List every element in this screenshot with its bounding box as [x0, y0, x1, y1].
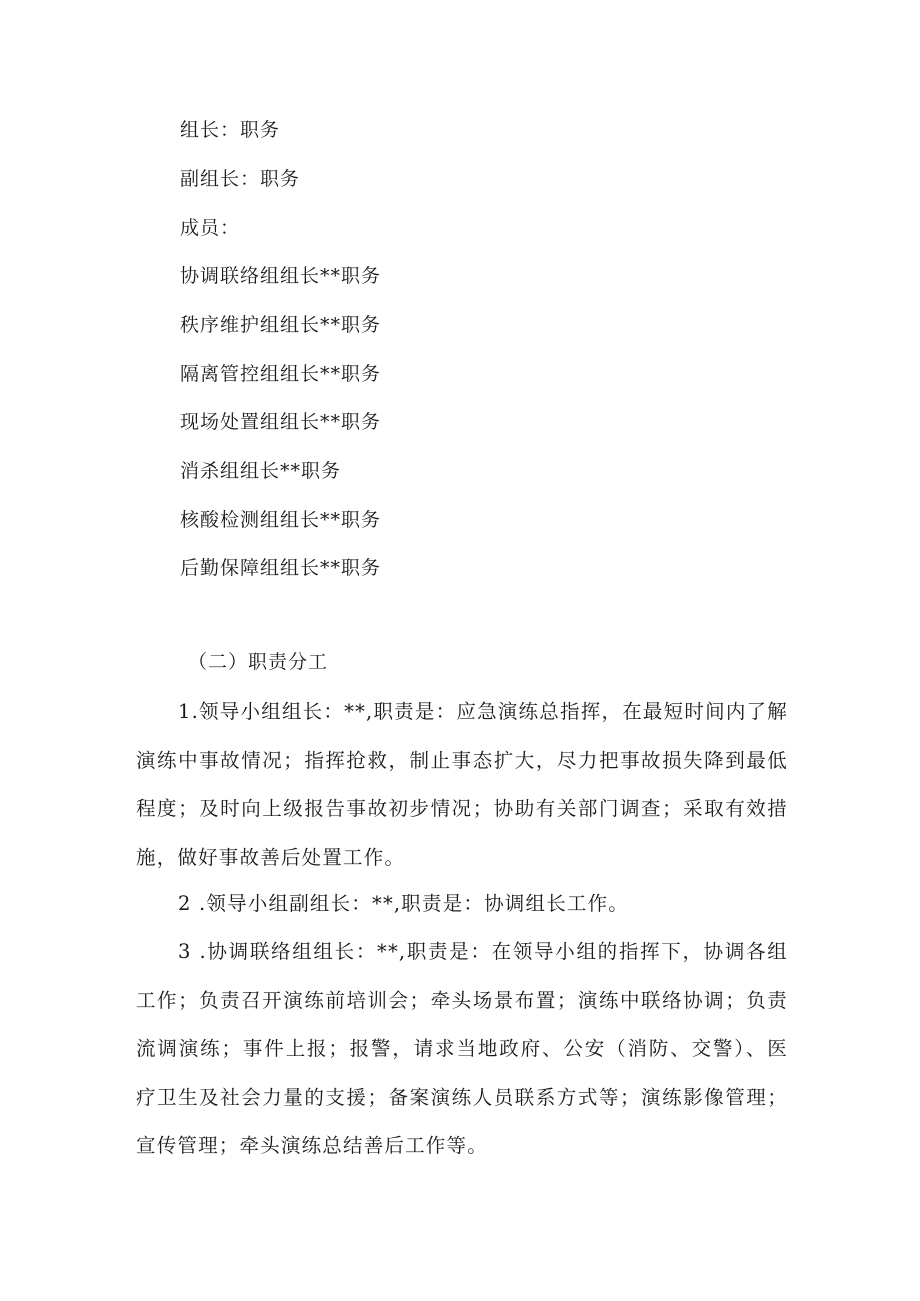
section-heading: （二）职责分工	[188, 651, 329, 673]
duty-paragraph: 3 .协调联络组组长：**,职责是：在领导小组的指挥下，协调各组工作；负责召开演练前培训会；牵头场景布置；演练中联络协调；负责流调演练；事件上报；报警，请求当地政府、公安（消防、交警）、医疗卫生及社会力量的支援；备案演练人员联系方式等；演练影像管理；宣传管理；牵头演练总结善后工作等。	[136, 940, 788, 1157]
roster-member: 隔离管控组组长**职务	[180, 363, 382, 385]
roster-deputy-leader: 副组长：职务	[180, 168, 301, 190]
roster-member: 协调联络组组长**职务	[180, 265, 382, 287]
roster-member: 核酸检测组组长**职务	[180, 509, 382, 531]
roster-members-label: 成员：	[180, 217, 241, 239]
duty-paragraph: 1.领导小组组长：**,职责是：应急演练总指挥，在最短时间内了解演练中事故情况；指挥抢救，制止事态扩大，尽力把事故损失降到最低程度；及时向上级报告事故初步情况；协助有关部门调查；采取有效措施，做好事故善后处置工作。	[136, 700, 788, 869]
roster-member: 秩序维护组组长**职务	[180, 314, 382, 336]
roster-member: 后勤保障组组长**职务	[180, 557, 382, 579]
roster-member: 现场处置组组长**职务	[180, 411, 382, 433]
roster-leader: 组长：职务	[180, 119, 281, 141]
duty-paragraph: 2 .领导小组副组长：**,职责是：协调组长工作。	[178, 892, 630, 915]
roster-member: 消杀组组长**职务	[180, 460, 342, 482]
